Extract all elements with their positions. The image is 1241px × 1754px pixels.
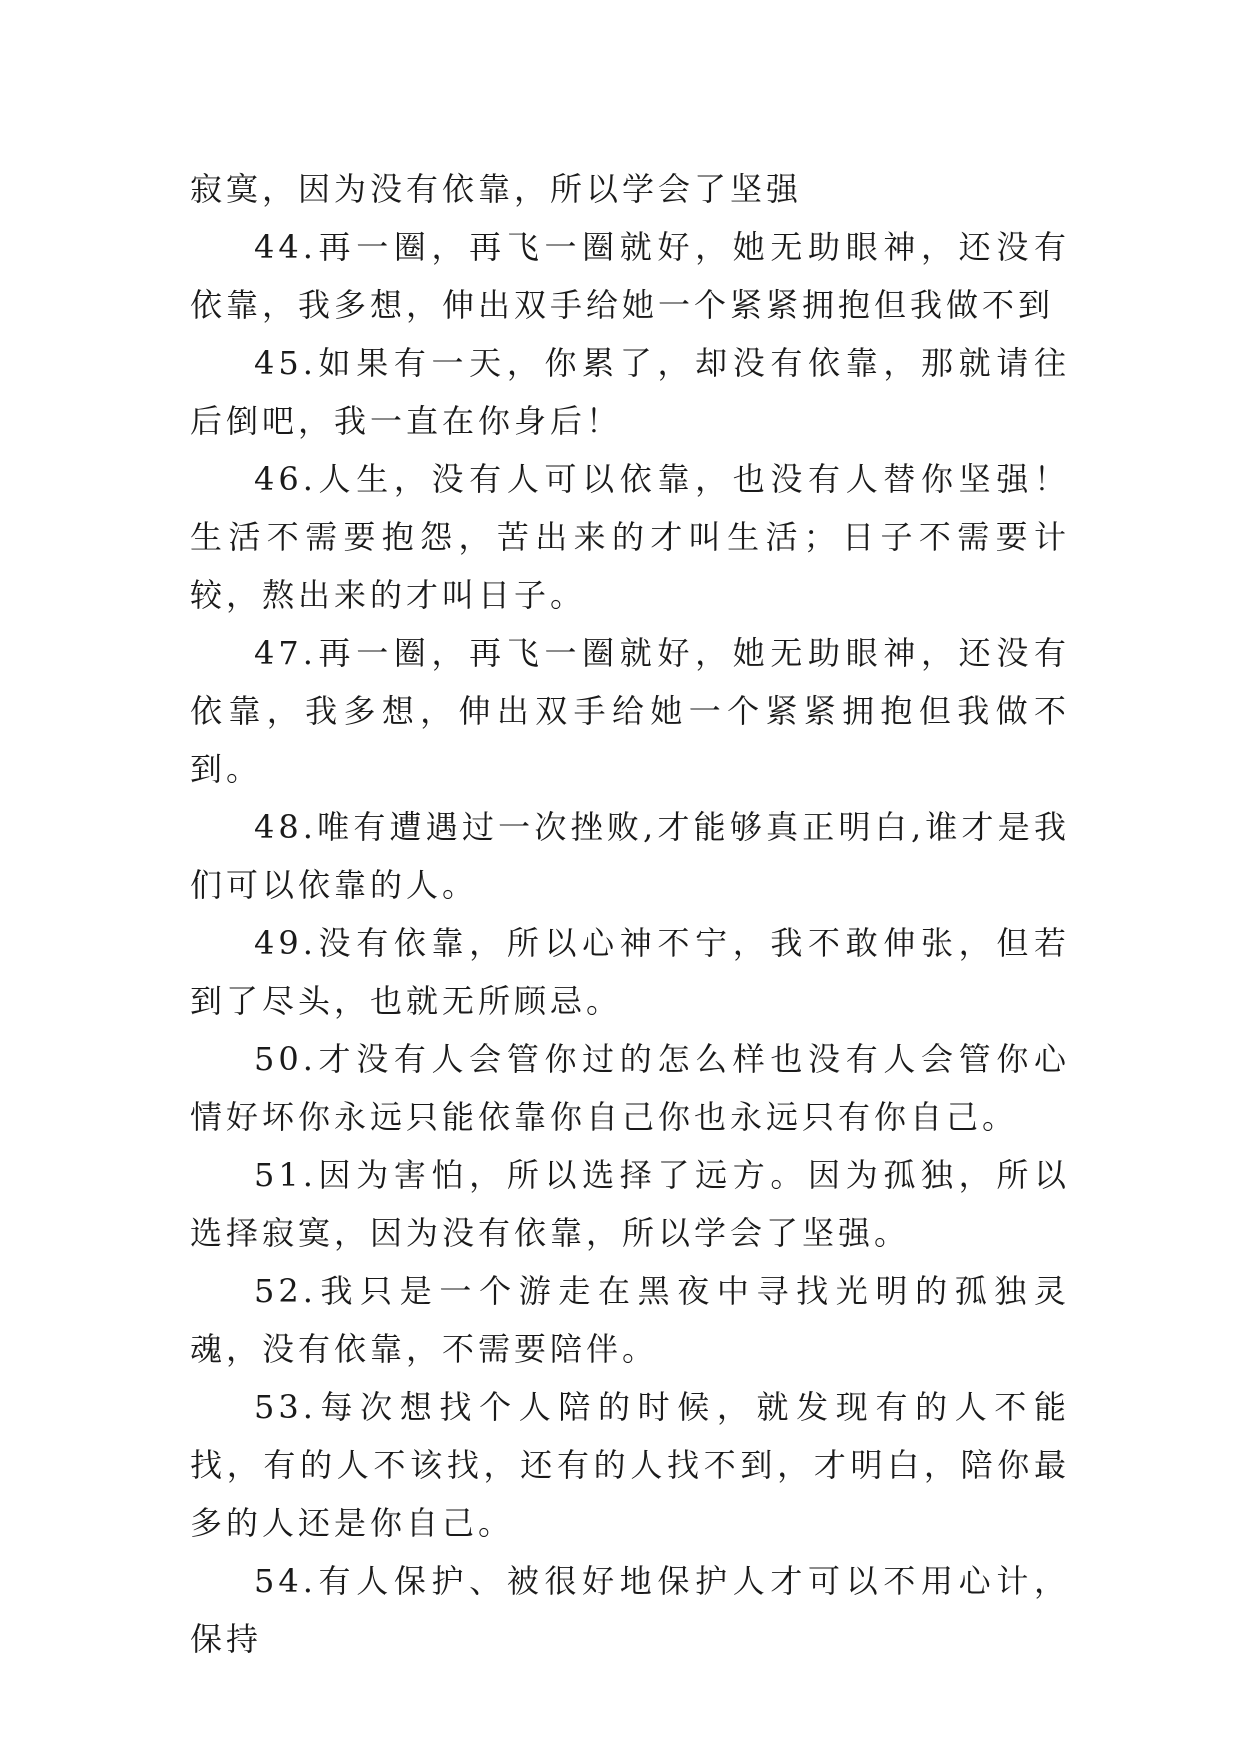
paragraph-45: 45.如果有一天，你累了，却没有依靠，那就请往后倒吧，我一直在你身后！ [190, 344, 1070, 440]
paragraph-53: 53.每次想找个人陪的时候，就发现有的人不能找，有的人不该找，还有的人找不到，才明白，陪你最多的人还是你自己。 [190, 1388, 1070, 1542]
paragraph-54: 54.有人保护、被很好地保护人才可以不用心计，保持 [190, 1562, 1070, 1658]
paragraph-44: 44.再一圈，再飞一圈就好，她无助眼神，还没有依靠，我多想，伸出双手给她一个紧紧拥抱但我做不到 [190, 228, 1070, 324]
paragraph-52: 52.我只是一个游走在黑夜中寻找光明的孤独灵魂，没有依靠，不需要陪伴。 [190, 1272, 1070, 1368]
document-body [190, 160, 1070, 1668]
paragraph-46: 46.人生，没有人可以依靠，也没有人替你坚强！生活不需要抱怨，苦出来的才叫生活；日子不需要计较，熬出来的才叫日子。 [190, 460, 1070, 614]
paragraph-51: 51.因为害怕，所以选择了远方。因为孤独，所以选择寂寞，因为没有依靠，所以学会了坚强。 [190, 1156, 1070, 1252]
paragraph-49: 49.没有依靠，所以心神不宁，我不敢伸张，但若到了尽头，也就无所顾忌。 [190, 924, 1070, 1020]
paragraph-47: 47.再一圈，再飞一圈就好，她无助眼神，还没有依靠，我多想，伸出双手给她一个紧紧拥抱但我做不到。 [190, 634, 1070, 788]
paragraph-continuation: 寂寞，因为没有依靠，所以学会了坚强 [190, 170, 803, 208]
paragraph-48: 48.唯有遭遇过一次挫败,才能够真正明白,谁才是我们可以依靠的人。 [190, 808, 1070, 904]
paragraph-50: 50.才没有人会管你过的怎么样也没有人会管你心情好坏你永远只能依靠你自己你也永远只有你自己。 [190, 1040, 1070, 1136]
